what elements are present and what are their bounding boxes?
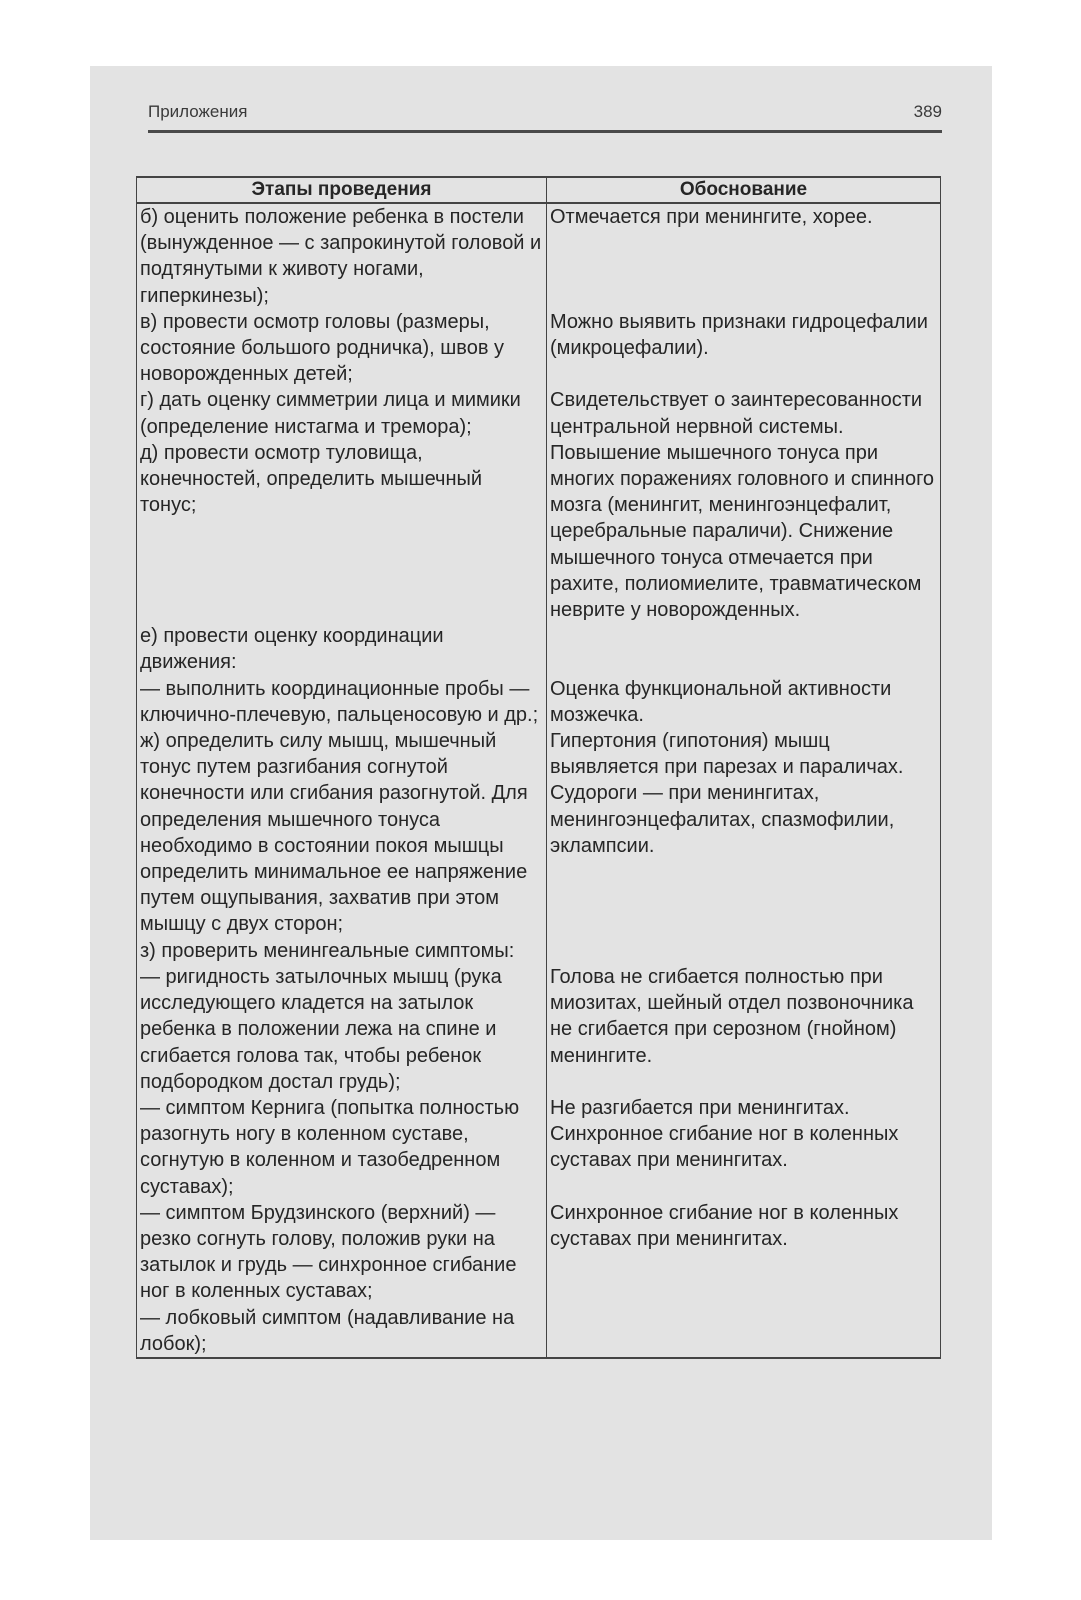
stage-cell (137, 964, 547, 1095)
table-row (137, 1095, 941, 1200)
table-row (137, 728, 941, 938)
table-row (137, 309, 941, 388)
stage-text: г) дать оценку симметрии лица и мимики (определение нистагма и тремора); (140, 389, 521, 438)
stage-text: е) провести оценку координации движения: (140, 625, 444, 674)
running-header (148, 100, 942, 133)
table-row (137, 964, 941, 1095)
rationale-cell (547, 1200, 941, 1305)
table-row (137, 676, 941, 728)
stage-cell (137, 309, 547, 388)
column-header-stages: Этапы проведения (137, 177, 547, 203)
rationale-text: Синхронное сгибание ног в коленных суставах при менингитах. (550, 1201, 899, 1250)
rationale-cell (547, 1305, 941, 1358)
table-row (137, 203, 941, 309)
page-number: 389 (913, 102, 942, 121)
rationale-text: Отмечается при менингите, хорее. (550, 206, 873, 228)
stage-text: в) провести осмотр головы (размеры, состояние большого родничка), швов у новорожденных детей; (140, 310, 505, 386)
rationale-text: Голова не сгибается полностью при миозитах, шейный отдел позвоночника не сгибается при серозном (гнойном) менингите. (550, 965, 914, 1067)
rationale-cell (547, 387, 941, 439)
stage-cell (137, 676, 547, 728)
stage-text: — лобковый симптом (надавливание на лобок); (140, 1306, 515, 1355)
stage-cell (137, 387, 547, 439)
rationale-text: Не разгибается при менингитах. Синхронное сгибание ног в коленных суставах при менингитах. (550, 1096, 899, 1172)
table-row (137, 938, 941, 964)
table-body (137, 203, 941, 1358)
stage-cell (137, 938, 547, 964)
table-header-row (137, 177, 941, 203)
stage-text: — выполнить координационные пробы — ключично-плечевую, пальценосовую и др.; (140, 677, 539, 726)
stage-text: — симптом Кернига (попытка полностью разогнуть ногу в коленном суставе, согнутую в коленном и тазобедренном суставах); (140, 1096, 520, 1198)
column-header-rationale: Обоснование (547, 177, 941, 203)
stage-cell (137, 623, 547, 675)
stage-cell (137, 440, 547, 623)
stage-text: б) оценить положение ребенка в постели (вынужденное — с запрокинутой головой и подтянутыми к животу ногами, гиперкинезы); (140, 206, 542, 307)
table-row (137, 623, 941, 675)
stage-text: д) провести осмотр туловища, конечностей, определить мышечный тонус; (140, 441, 483, 517)
rationale-cell (547, 309, 941, 388)
table-row (137, 387, 941, 439)
rationale-text: Гипертония (гипотония) мышц выявляется при парезах и параличах. Судороги — при менингитах, менингоэнцефалитах, спазмофилии, эклампсии. (550, 730, 904, 857)
rationale-cell (547, 728, 941, 938)
stage-text: ж) определить силу мышц, мышечный тонус путем разгибания согнутой конечности или сгибания разогнутой. Для определения мышечного тонуса необходимо в состоянии покоя мышцы определить минимальное ее напряжение путем ощупывания, захватив при этом мышцу с двух сторон; (140, 730, 528, 936)
rationale-cell (547, 440, 941, 623)
rationale-cell (547, 1095, 941, 1200)
stage-cell (137, 203, 547, 309)
rationale-text: Оценка функциональной активности мозжечка. (550, 677, 892, 726)
rationale-cell (547, 964, 941, 1095)
table-row (137, 440, 941, 623)
stage-text: — ригидность затылочных мышц (рука исследующего кладется на затылок ребенка в положении лежа на спине и сгибается голова так, чтобы ребенок подбородком достал грудь); (140, 965, 502, 1093)
stage-text: — симптом Брудзинского (верхний) — резко согнуть голову, положив руки на затылок и грудь — синхронное сгибание ног в коленных суставах; (140, 1201, 517, 1303)
procedure-table (136, 176, 941, 1359)
section-title: Приложения (148, 102, 248, 121)
stage-cell (137, 728, 547, 938)
rationale-cell (547, 203, 941, 309)
table-row (137, 1305, 941, 1358)
rationale-cell (547, 623, 941, 675)
stage-cell (137, 1095, 547, 1200)
rationale-cell (547, 938, 941, 964)
book-page (90, 66, 992, 1540)
stage-cell (137, 1305, 547, 1358)
rationale-text: Повышение мышечного тонуса при многих поражениях головного и спинного мозга (менингит, менингоэнцефалит, церебральные параличи). Снижение мышечного тонуса отмечается при рахите, полиомиелите, травматическом неврите у новорожденных. (550, 441, 935, 622)
rationale-text: Свидетельствует о заинтересованности центральной нервной системы. (550, 389, 923, 438)
stage-text: з) проверить менингеальные симптомы: (140, 939, 515, 962)
stage-cell (137, 1200, 547, 1305)
table-row (137, 1200, 941, 1305)
rationale-text: Можно выявить признаки гидроцефалии (микроцефалии). (550, 310, 928, 360)
rationale-cell (547, 676, 941, 728)
